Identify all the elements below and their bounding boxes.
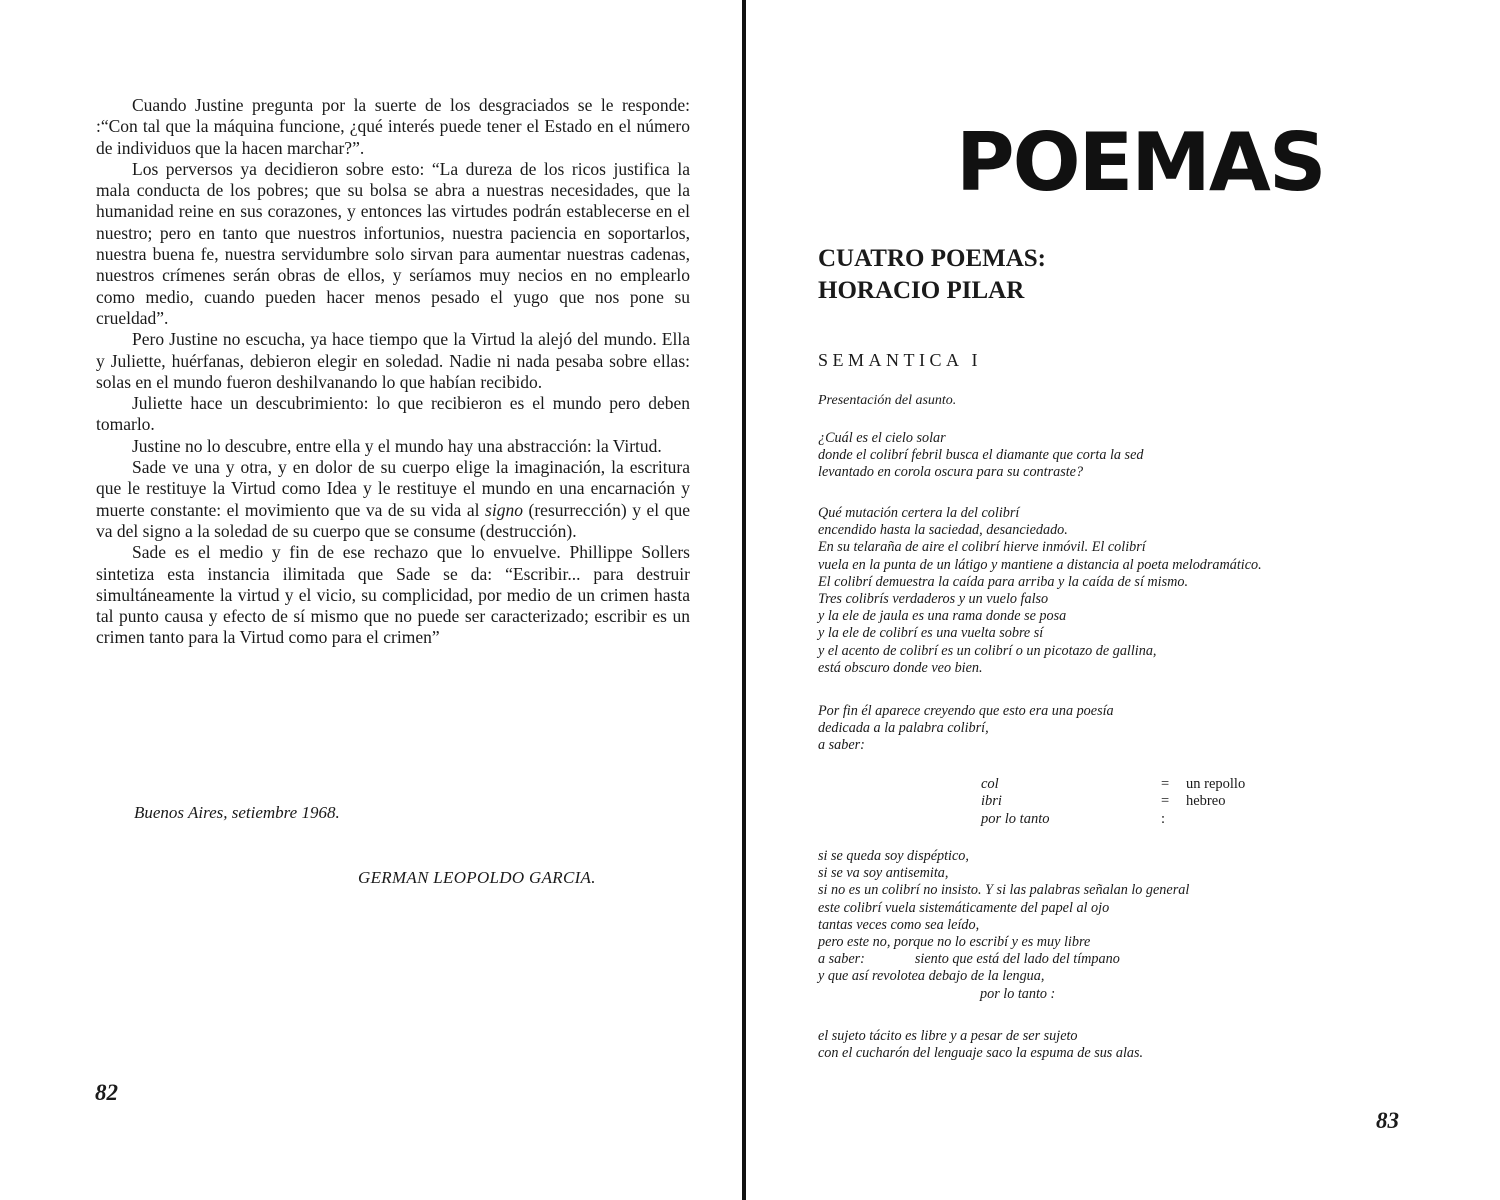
definition-word: col [981,776,999,792]
italic-word: signo [485,499,523,520]
essay-paragraph: Juliette hace un descubrimiento: lo que recibieron es el mundo pero deben tomarlo. [96,393,690,435]
essay-paragraph: Justine no lo descubre, entre ella y el mundo hay una abstracción: la Virtud. [132,435,662,456]
verse-line: si no es un colibrí no insisto. Y si las palabras señalan lo general [818,882,1190,899]
essay-paragraph: Los perversos ya decidieron sobre esto: “La dureza de los ricos justifica la mala conducta de los pobres; que su bolsa se abra a nuestras necesidades, que la humanidad reine en sus corazones, y entonces las virtudes podrán establecerse en el nuestro; pero en tanto que nuestros infortunios, nuestra paciencia en soportarlos, nuestra buena fe, nuestra servidumbre solo sirvan para aumentar nuestras cadenas, nuestros crímenes serán obras de ellos, y seríamos muy necios en no emplearlo como medio, cuando pueden hacer menos pesado el yugo que nos pone su crueldad”. [96,158,690,328]
stanza [818,703,1114,755]
verse-line: donde el colibrí febril busca el diamante que corta la sed [818,447,1144,464]
verse-line: dedicada a la palabra colibrí, [818,720,989,737]
place-date: Buenos Aires, setiembre 1968. [134,803,340,822]
verse-line: levantado en corola oscura para su contraste? [818,464,1084,481]
definition-sign: : [1161,810,1166,827]
stanza [818,430,1143,482]
author-signature: GERMAN LEOPOLDO GARCIA. [358,868,596,887]
heading-line: CUATRO POEMAS: [818,245,1047,272]
essay-paragraph: Cuando Justine pregunta por la suerte de los desgraciados se le responde: :“Con tal que la máquina funcione, ¿qué interés puede tener el Estado en el número de individuos que la hacen marchar?”. [96,95,690,158]
definition-word: por lo tanto [981,810,1050,827]
book-gutter [742,0,746,1200]
left-page [0,0,745,1200]
poem-subtitle: Presentación del asunto. [818,393,957,408]
definition-word: ibri [981,793,1002,810]
verse-line: está obscuro donde veo bien. [818,659,983,676]
stanza [818,1028,1143,1062]
poem-title: SEMANTICA I [818,350,983,370]
verse-line: si se va soy antisemita, [818,865,949,882]
definition-sign: = [1161,776,1170,792]
stanza [818,848,1189,1003]
essay-paragraph [96,457,690,542]
verse-line: el sujeto tácito es libre y a pesar de ser sujeto [818,1028,1078,1044]
verse-fragment: a saber: [818,951,865,968]
verse-line: este colibrí vuela sistemáticamente del papel al ojo [818,899,1110,916]
verse-line [818,951,1189,968]
verse-line: y el acento de colibrí es un colibrí o un picotazo de gallina, [818,642,1157,659]
right-page [748,0,1500,1200]
verse-line: Tres colibrís verdaderos y un vuelo falso [818,591,1049,608]
verse-line: a saber: [818,737,865,754]
stanza [818,505,1262,677]
page-number: 82 [95,1080,118,1105]
verse-line: ¿Cuál es el cielo solar [818,430,946,446]
verse-line: y la ele de jaula es una rama donde se posa [818,608,1067,625]
verse-line: encendido hasta la saciedad, desanciedado. [818,522,1068,539]
paragraph-text: Sade ve una y otra, y en dolor de su cuerpo elige la imaginación, la escritura que le restituye la Virtud como Idea y le restituye el mundo en una encarnación y muerte constante: el movimiento que va de su vida al [96,457,690,520]
definition-meaning: un repollo [1186,776,1246,792]
verse-fragment: siento que está del lado del tímpano [914,951,1120,968]
essay-paragraph: Pero Justine no escucha, ya hace tiempo que la Virtud la alejó del mundo. Ella y Juliette, huérfanas, debieron elegir en soledad. Nadie ni nada pesaba sobre ellas: solas en el mundo fueron deshilvanando lo que habían recibido. [96,329,690,392]
verse-line: El colibrí demuestra la caída para arriba y la caída de sí mismo. [818,573,1189,590]
verse-line: pero este no, porque no lo escribí y es muy libre [818,934,1091,951]
verse-line: y que así revolotea debajo de la lengua, [818,968,1045,985]
verse-line: Qué mutación certera la del colibrí [818,505,1020,521]
heading-line: HORACIO PILAR [818,277,1025,304]
page-number: 83 [1376,1108,1399,1133]
verse-line: En su telaraña de aire el colibrí hierve inmóvil. El colibrí [818,539,1146,556]
verse-line: vuela en la punta de un látigo y mantiene a distancia al poeta melodramático. [818,556,1262,573]
verse-line: por lo tanto : [980,985,1056,1002]
definition-sign: = [1161,793,1170,810]
verse-line: y la ele de colibrí es una vuelta sobre sí [818,625,1044,642]
verse-line: con el cucharón del lenguaje saco la espuma de sus alas. [818,1045,1144,1062]
verse-line: tantas veces como sea leído, [818,916,980,933]
verse-line: Por fin él aparece creyendo que esto era una poesía [818,703,1114,719]
poem-collection-heading [818,243,1046,307]
essay-paragraph: Sade es el medio y fin de ese rechazo que lo envuelve. Phillippe Sollers sintetiza esta instancia ilimitada que Sade se da: “Escribir... para destruir simultáneamente la virtud y el vicio, su complicidad, por medio de un crimen hasta tal punto causa y efecto de sí mismo que no puede ser caracterizado; escribir es un crimen tanto para la Virtud como para el crimen” [96,542,690,648]
essay-text [96,95,690,649]
verse-line: si se queda soy dispéptico, [818,848,969,864]
section-title: POEMAS [956,116,1325,209]
definition-meaning: hebreo [1186,793,1226,810]
paragraph-text: (resurrección) y el que va del signo a la soledad de su cuerpo que se consume (destrucción). [96,499,690,541]
